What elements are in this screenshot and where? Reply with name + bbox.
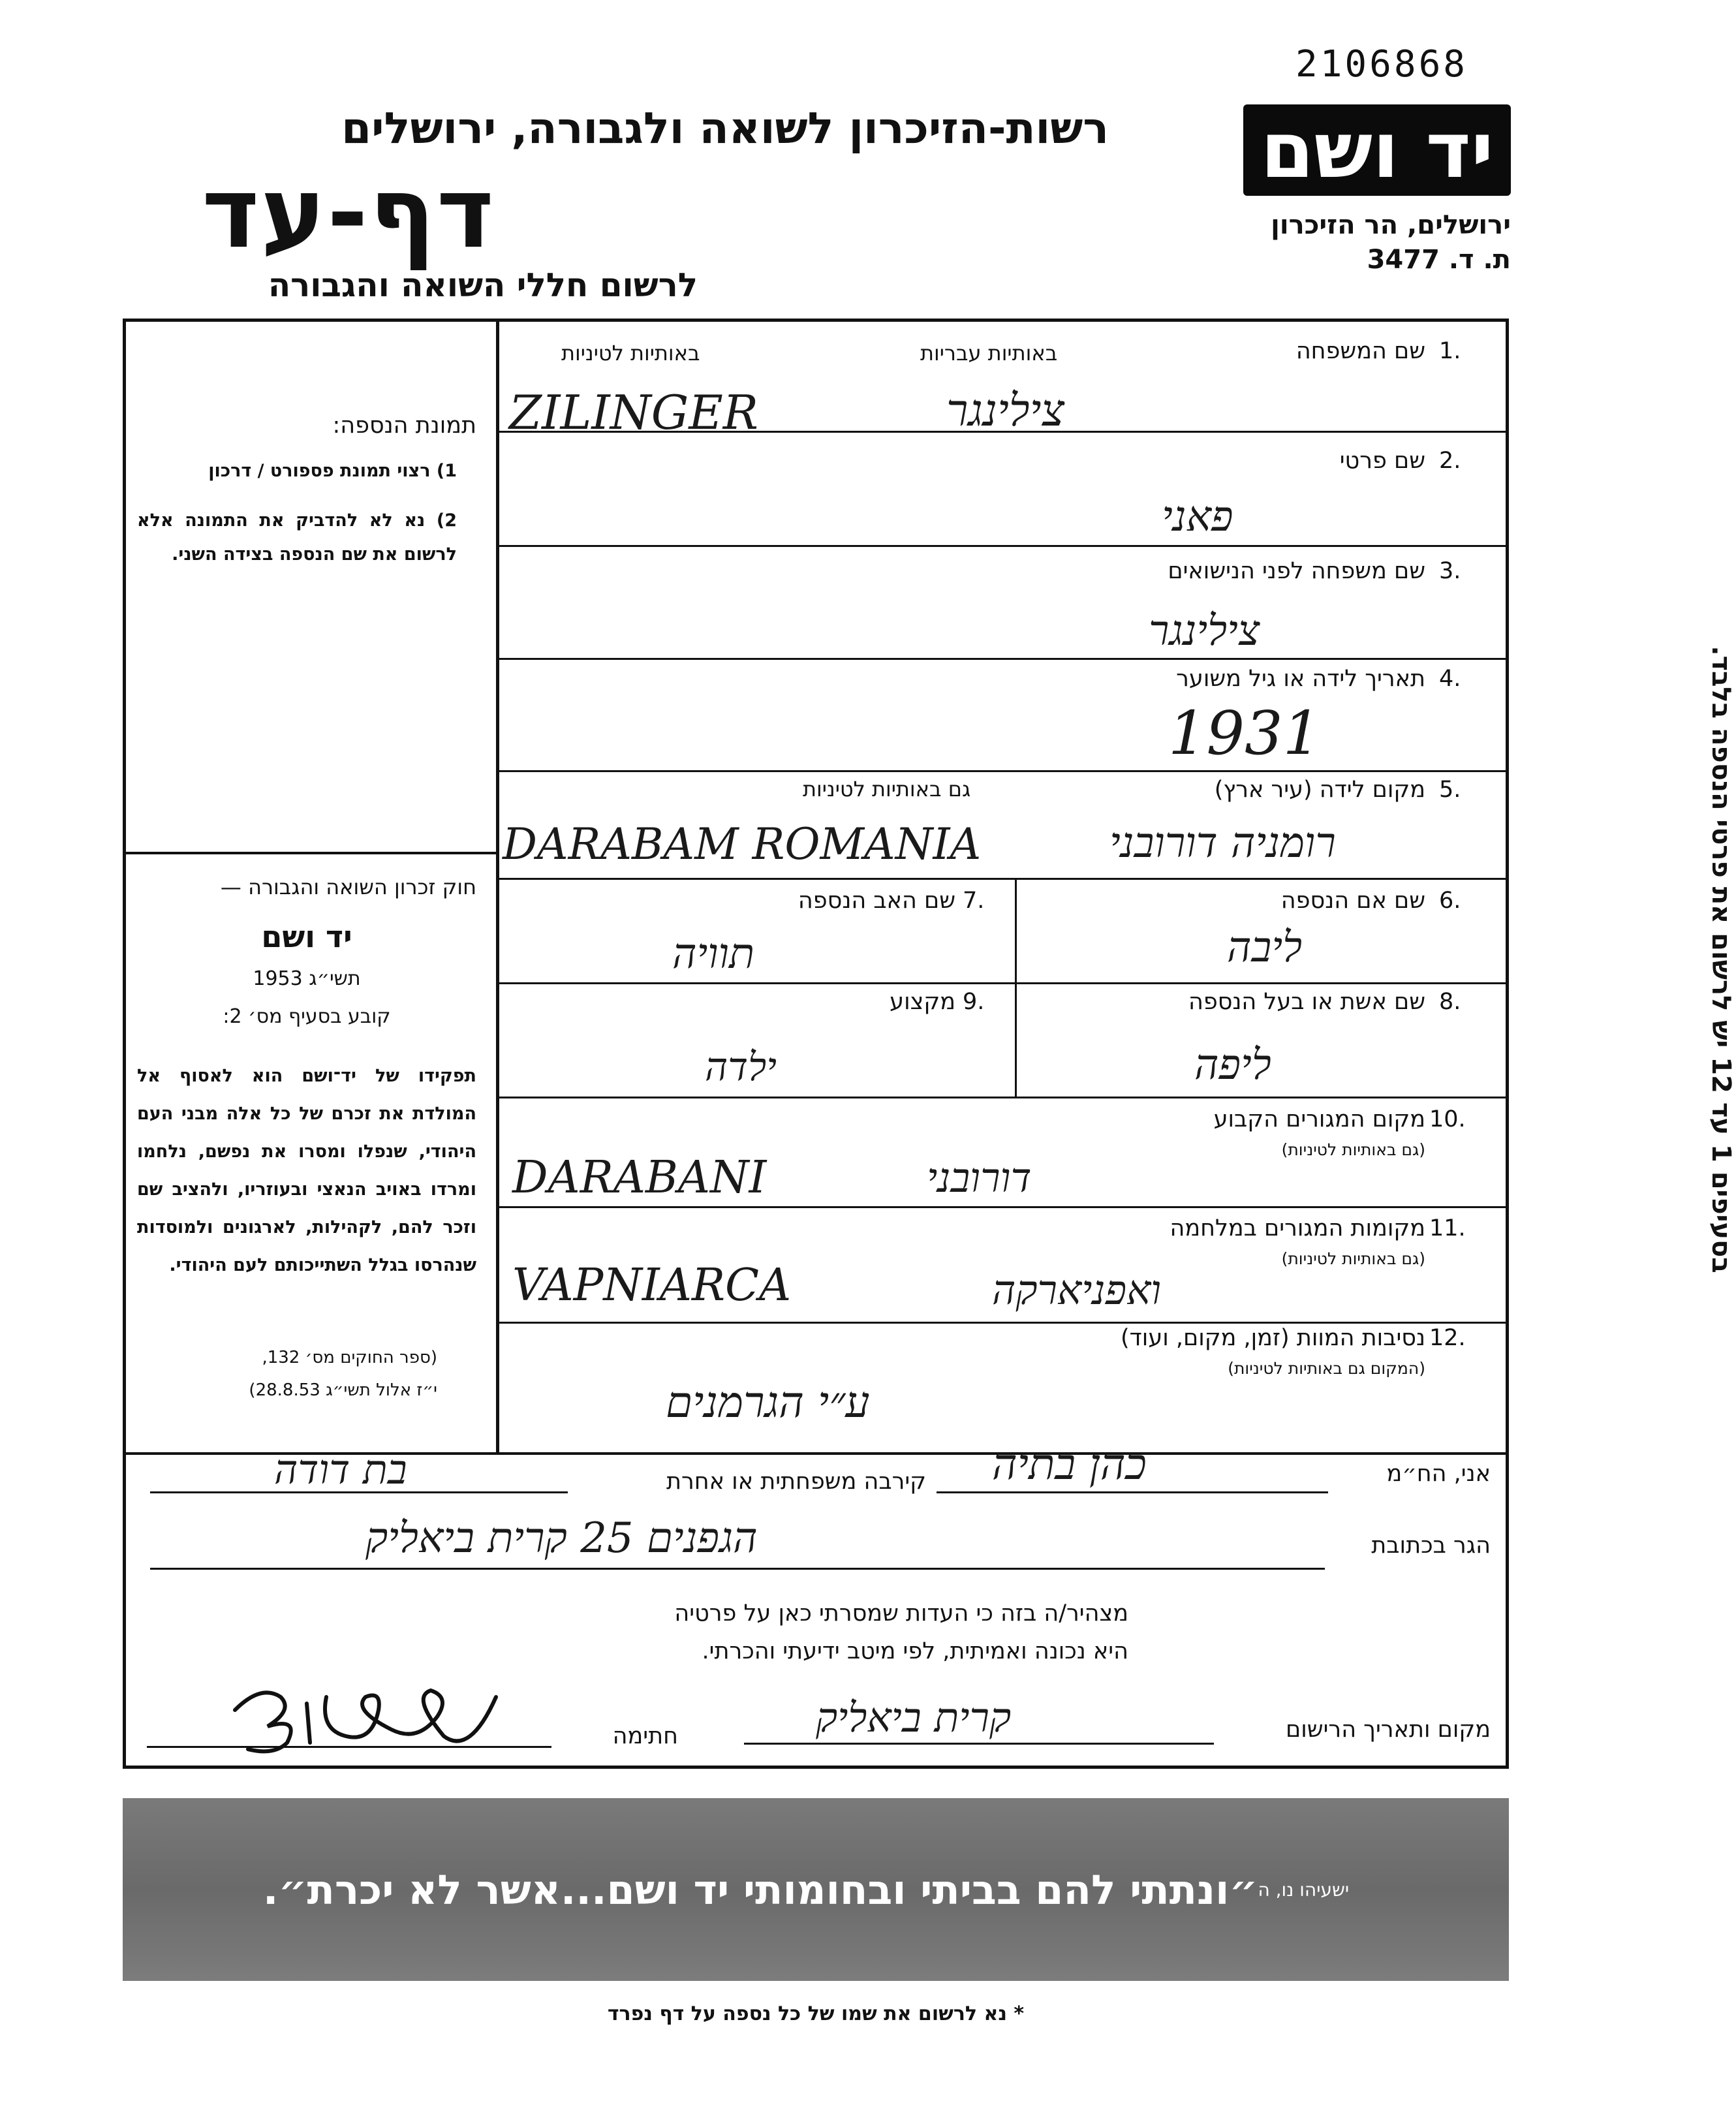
field-7-value: תוויה [672, 930, 755, 978]
row-line-6 [499, 982, 1509, 984]
field-10-hebrew-value: דורובני [927, 1154, 1032, 1202]
row-line-7 [499, 1097, 1509, 1098]
field-4-label: תאריך לידה או גיל משוער [1176, 666, 1425, 692]
row-line-9 [499, 1322, 1509, 1324]
field-12-value: ע״י הגרמנים [666, 1377, 870, 1427]
field-2-number: 2. [1439, 448, 1461, 474]
footnote: * נא לרשום את שמו של כל נספה על דף נפרד [607, 2002, 1025, 2025]
field-3-value: צילינגר [1149, 607, 1260, 655]
split-6-7 [1015, 878, 1017, 982]
photo-note-1: 1) רצוי תמונת פספורט / דרכון [208, 461, 457, 481]
field-10-number: 10. [1429, 1106, 1466, 1132]
col-also-latin: גם באותיות לטיניות [803, 777, 971, 801]
field-5-hebrew-value: רומניה דורובני [1109, 819, 1336, 867]
field-9-number: 9. [963, 989, 985, 1015]
banner-quote: ״ונתתי להם בביתי ובחומותי יד ושם...אשר לא יכרת״. [262, 1865, 1258, 1914]
field-10-latin-value: DARABANI [512, 1152, 767, 1204]
field-1-latin-value: ZILINGER [509, 385, 759, 440]
relation-label: קירבה משפחתית או אחרת [666, 1469, 926, 1495]
vertical-note: בסעיפים 1 עד 12 יש לרשום את פרטי הנספה בלבד. [1706, 646, 1736, 1273]
field-8-label: שם אשת או בעל הנספה [1188, 989, 1425, 1015]
place-date-value: קרית ביאליק [816, 1694, 1012, 1741]
field-8-value: ליפה [1194, 1041, 1271, 1089]
place-date-label: מקום ותאריך הרישום [1286, 1717, 1491, 1743]
address-line: ירושלים, הר הזיכרון [1271, 210, 1511, 240]
field-7-label: שם האב הנספה [798, 888, 955, 914]
banner-source: ישעיהו נו, ה [1258, 1878, 1350, 1901]
law-year: תשי״ג 1953 [253, 967, 361, 990]
photo-note-2: 2) נא לא להדביק את התמונה אלא לרשום את שם הנספה בצידה השני. [137, 510, 457, 565]
law-ref-2: י״ז אלול תשי״ג 28.8.53) [249, 1380, 437, 1400]
field-10-label: מקום המגורים הקבוע [1213, 1106, 1425, 1132]
field-5-number: 5. [1439, 777, 1461, 803]
statement-line-2: היא נכונה ואמיתית, לפי מיטב ידיעתי והכרתי. [702, 1638, 1128, 1664]
col-hebrew-letters: באותיות עבריות [920, 341, 1058, 366]
row-line-8 [499, 1206, 1509, 1208]
law-name: יד ושם [261, 919, 352, 954]
field-11-note: (גם באותיות לטיניות) [1281, 1249, 1425, 1268]
po-box: ת. ד. 3477 [1367, 245, 1511, 275]
document-number: 2106868 [1295, 43, 1468, 86]
statement-line-1: מצהיר/ה בזה כי העדות שמסרתי כאן על פרטיה [674, 1600, 1128, 1626]
address-underline [150, 1568, 1325, 1570]
signature-label: חתימה [612, 1723, 678, 1749]
split-8-9 [1015, 982, 1017, 1097]
field-5-label: מקום לידה (עיר ארץ) [1214, 777, 1425, 803]
address-label: הגר בכתובת [1371, 1533, 1491, 1559]
field-3-label: שם משפחה לפני הנישואים [1168, 558, 1425, 584]
declarant-label: אני, הח״מ [1386, 1461, 1491, 1487]
field-11-latin-value: VAPNIARCA [512, 1260, 792, 1311]
row-line-5 [499, 878, 1509, 880]
organization-title: רשות-הזיכרון לשואה ולגבורה, ירושלים [341, 103, 1109, 153]
row-line-3 [499, 658, 1509, 660]
field-4-value: 1931 [1168, 698, 1322, 768]
field-1-label: שם המשפחה [1295, 338, 1425, 364]
field-10-note: (גם באותיות לטיניות) [1281, 1140, 1425, 1159]
field-9-label: מקצוע [890, 989, 955, 1015]
sidebar-hdivider [123, 852, 499, 854]
handwritten-signature [222, 1671, 535, 1762]
photo-title: תמונת הנספה: [332, 412, 476, 439]
law-text: תפקידו של יד־ושם הוא לאסוף אל המולדת את זכרם של כל אלה מבני העם היהודי, שנפלו ומסרו את נפשם, נלחמו ומרדו באויב הנאצי ובעוזריו, ולהציב שם וזכר להם, לקהילות, לארגונים ולמוסדות שנהרסו בגלל השתייכותם לעם היהודי. [137, 1066, 476, 1275]
quote-banner [123, 1798, 1509, 1981]
law-title: חוק זכרון השואה והגבורה — [220, 875, 476, 899]
field-12-number: 12. [1429, 1325, 1466, 1351]
field-6-value: ליבה [1227, 924, 1303, 972]
col-latin-letters: באותיות לטיניות [561, 341, 700, 366]
field-6-number: 6. [1439, 888, 1461, 914]
declarant-underline [937, 1491, 1328, 1493]
field-7-number: 7. [963, 888, 985, 914]
field-12-note: (המקום גם באותיות לטיניות) [1228, 1359, 1425, 1378]
field-11-number: 11. [1429, 1215, 1466, 1241]
law-clause: קובע בסעיף מס׳ 2: [223, 1005, 391, 1028]
address-value: הגפנים 25 קרית ביאליק [365, 1514, 758, 1563]
sidebar-divider [496, 319, 499, 1453]
field-4-number: 4. [1439, 666, 1461, 692]
field-11-hebrew-value: ואפניארקה [992, 1266, 1162, 1314]
form-subtitle: לרשום חללי השואה והגבורה [268, 266, 698, 304]
field-8-number: 8. [1439, 989, 1461, 1015]
field-9-value: ילדה [705, 1044, 777, 1090]
field-11-label: מקומות המגורים במלחמה [1170, 1215, 1425, 1241]
field-2-label: שם פרטי [1339, 448, 1425, 474]
yad-vashem-logo: יד ושם [1243, 104, 1511, 196]
law-ref-1: (ספר החוקים מס׳ 132, [262, 1348, 437, 1367]
declarant-value: כהן בתיה [992, 1439, 1147, 1489]
field-1-number: 1. [1439, 338, 1461, 364]
field-12-label: נסיבות המוות (זמן, מקום, ועוד) [1121, 1325, 1425, 1351]
place-date-underline [744, 1743, 1214, 1745]
field-1-hebrew-value: צילינגר [946, 385, 1065, 437]
row-line-4 [499, 770, 1509, 772]
field-6-label: שם אם הנספה [1280, 888, 1425, 914]
row-line-2 [499, 545, 1509, 547]
field-2-value: פאני [1162, 493, 1233, 541]
form-title: דף-עד [202, 157, 495, 270]
field-5-latin-value: DARABAM ROMANIA [503, 819, 982, 869]
field-3-number: 3. [1439, 558, 1461, 584]
relation-value: בת דודה [274, 1446, 407, 1493]
